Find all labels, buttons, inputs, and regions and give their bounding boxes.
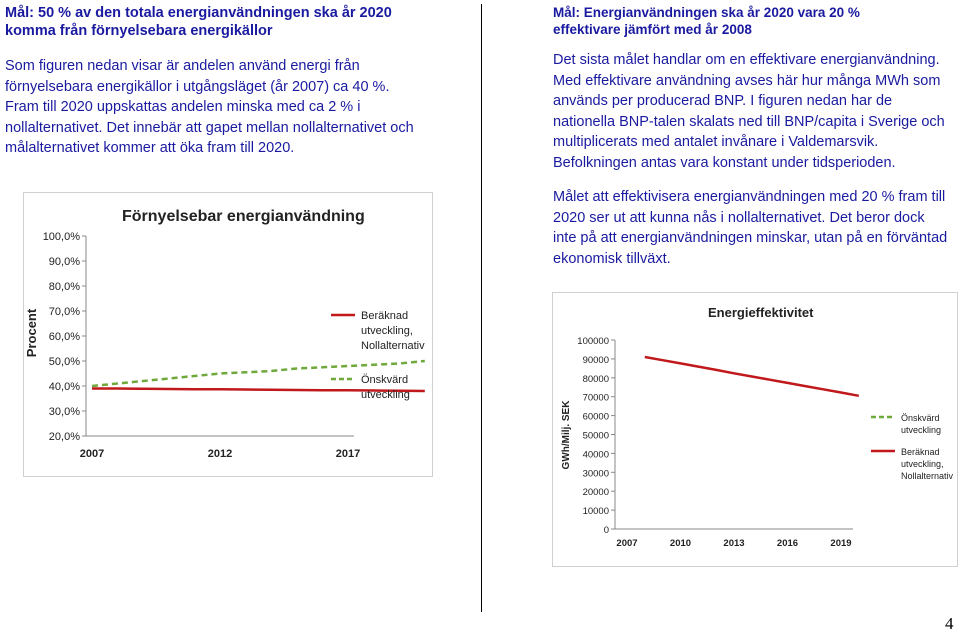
legend-label: Nollalternativ (361, 340, 425, 352)
legend-label: utveckling, (901, 459, 944, 469)
y-tick-label: 70,0% (48, 306, 80, 318)
right-paragraph-2 (553, 187, 958, 269)
y-tick-label: 40000 (582, 449, 609, 461)
y-tick-label: 50000 (582, 430, 609, 442)
y-tick-label: 0 (603, 525, 609, 536)
chart-title: Förnyelsebar energianvändning (122, 208, 365, 225)
para-line: Målet att effektivisera energianvändningen med 20 % fram till (553, 189, 946, 205)
y-tick-label: 20,0% (48, 431, 80, 443)
x-tick-label: 2007 (79, 448, 105, 460)
x-tick-label: 2019 (830, 538, 852, 549)
series-line-beraknad (645, 357, 859, 396)
para-line: förnyelsebara energikällor i utgångsläget (år 2007) ca 40 %. (5, 78, 390, 95)
right-paragraph-1 (553, 50, 958, 173)
para-line: multiplicerats med antalet invånare i Valdemarsvik. (553, 134, 879, 150)
heading-line: Mål: Energianvändningen ska år 2020 vara 20 % (553, 5, 860, 20)
x-tick-label: 2016 (776, 538, 799, 549)
heading-line: Mål: 50 % av den totala energianvändningen ska år 2020 (5, 5, 392, 21)
left-column (5, 4, 425, 159)
y-tick-label: 100,0% (42, 231, 80, 243)
para-line: nollalternativet. Det innebär att gapet mellan nollalternativet och (5, 119, 414, 136)
para-line: Fram till 2020 uppskattas andelen minska med ca 2 % i (5, 99, 361, 115)
y-tick-label: 80000 (582, 373, 609, 385)
y-tick-label: 20000 (582, 487, 609, 499)
right-heading (553, 4, 958, 38)
legend-label: utveckling (901, 425, 942, 435)
y-tick-label: 90000 (582, 354, 609, 366)
y-tick-label: 10000 (582, 506, 609, 518)
y-tick-label: 40,0% (48, 381, 80, 393)
y-tick-label: 80,0% (48, 281, 80, 293)
para-line: 2020 ser ut att kunna nås i nollalternativet. Det beror dock (553, 209, 925, 226)
legend-label: Önskvärd (901, 413, 940, 423)
para-line: Det sista målet handlar om en effektivare energianvändning. (553, 52, 940, 68)
heading-line: komma från förnyelsebara energikällor (5, 23, 273, 39)
para-line: målalternativet kommer att öka fram till 2020. (5, 140, 295, 156)
para-line: Med effektivare användning avses här hur många MWh som (553, 72, 941, 89)
y-tick-label: 90,0% (48, 256, 80, 268)
y-tick-label: 70000 (582, 392, 609, 404)
para-line: inte på att energianvändningen minskar, utan på en förväntad (553, 230, 948, 246)
para-line: Som figuren nedan visar är andelen använd energi från (5, 58, 360, 74)
para-line: används per producerad BNP. I figuren nedan har de (553, 93, 893, 109)
para-line: ekonomisk tillväxt. (553, 250, 671, 267)
x-tick-label: 2007 (616, 538, 638, 549)
x-tick-label: 2012 (207, 448, 233, 460)
legend-label: Nollalternativ (901, 471, 954, 481)
column-divider (481, 4, 482, 612)
y-tick-label: 60,0% (48, 331, 80, 343)
heading-line: effektivare jämfört med år 2008 (553, 22, 752, 37)
right-column (553, 4, 958, 269)
y-tick-label: 100000 (577, 336, 609, 347)
energy-efficiency-chart-svg (553, 293, 957, 566)
x-tick-label: 2010 (669, 538, 692, 549)
legend-label: Beräknad (361, 310, 409, 322)
page-number: 4 (945, 614, 954, 633)
left-heading (5, 4, 425, 40)
chart-title: Energieffektivitet (708, 305, 814, 320)
legend-label: Beräknad (901, 447, 940, 457)
legend-label: utveckling, (361, 325, 413, 337)
energy-efficiency-chart (552, 292, 958, 567)
y-axis-label: Procent (24, 308, 39, 358)
para-line: Befolkningen antas vara konstant under tidsperioden. (553, 154, 896, 171)
y-tick-label: 50,0% (48, 356, 80, 368)
x-tick-label: 2013 (723, 538, 745, 549)
legend-label: Önskvärd (361, 374, 409, 386)
y-tick-label: 30,0% (48, 406, 80, 418)
y-tick-label: 30000 (582, 468, 609, 480)
renewable-energy-chart-svg (24, 193, 432, 476)
y-tick-label: 60000 (582, 411, 609, 423)
renewable-energy-chart (23, 192, 433, 477)
legend-label: utveckling (361, 389, 410, 401)
y-axis-label: GWh/Milj. SEK (561, 400, 572, 470)
para-line: nationella BNP-talen skalats ned till BNP/capita i Sverige och (553, 113, 945, 130)
x-tick-label: 2017 (335, 448, 361, 460)
left-paragraph (5, 56, 425, 159)
